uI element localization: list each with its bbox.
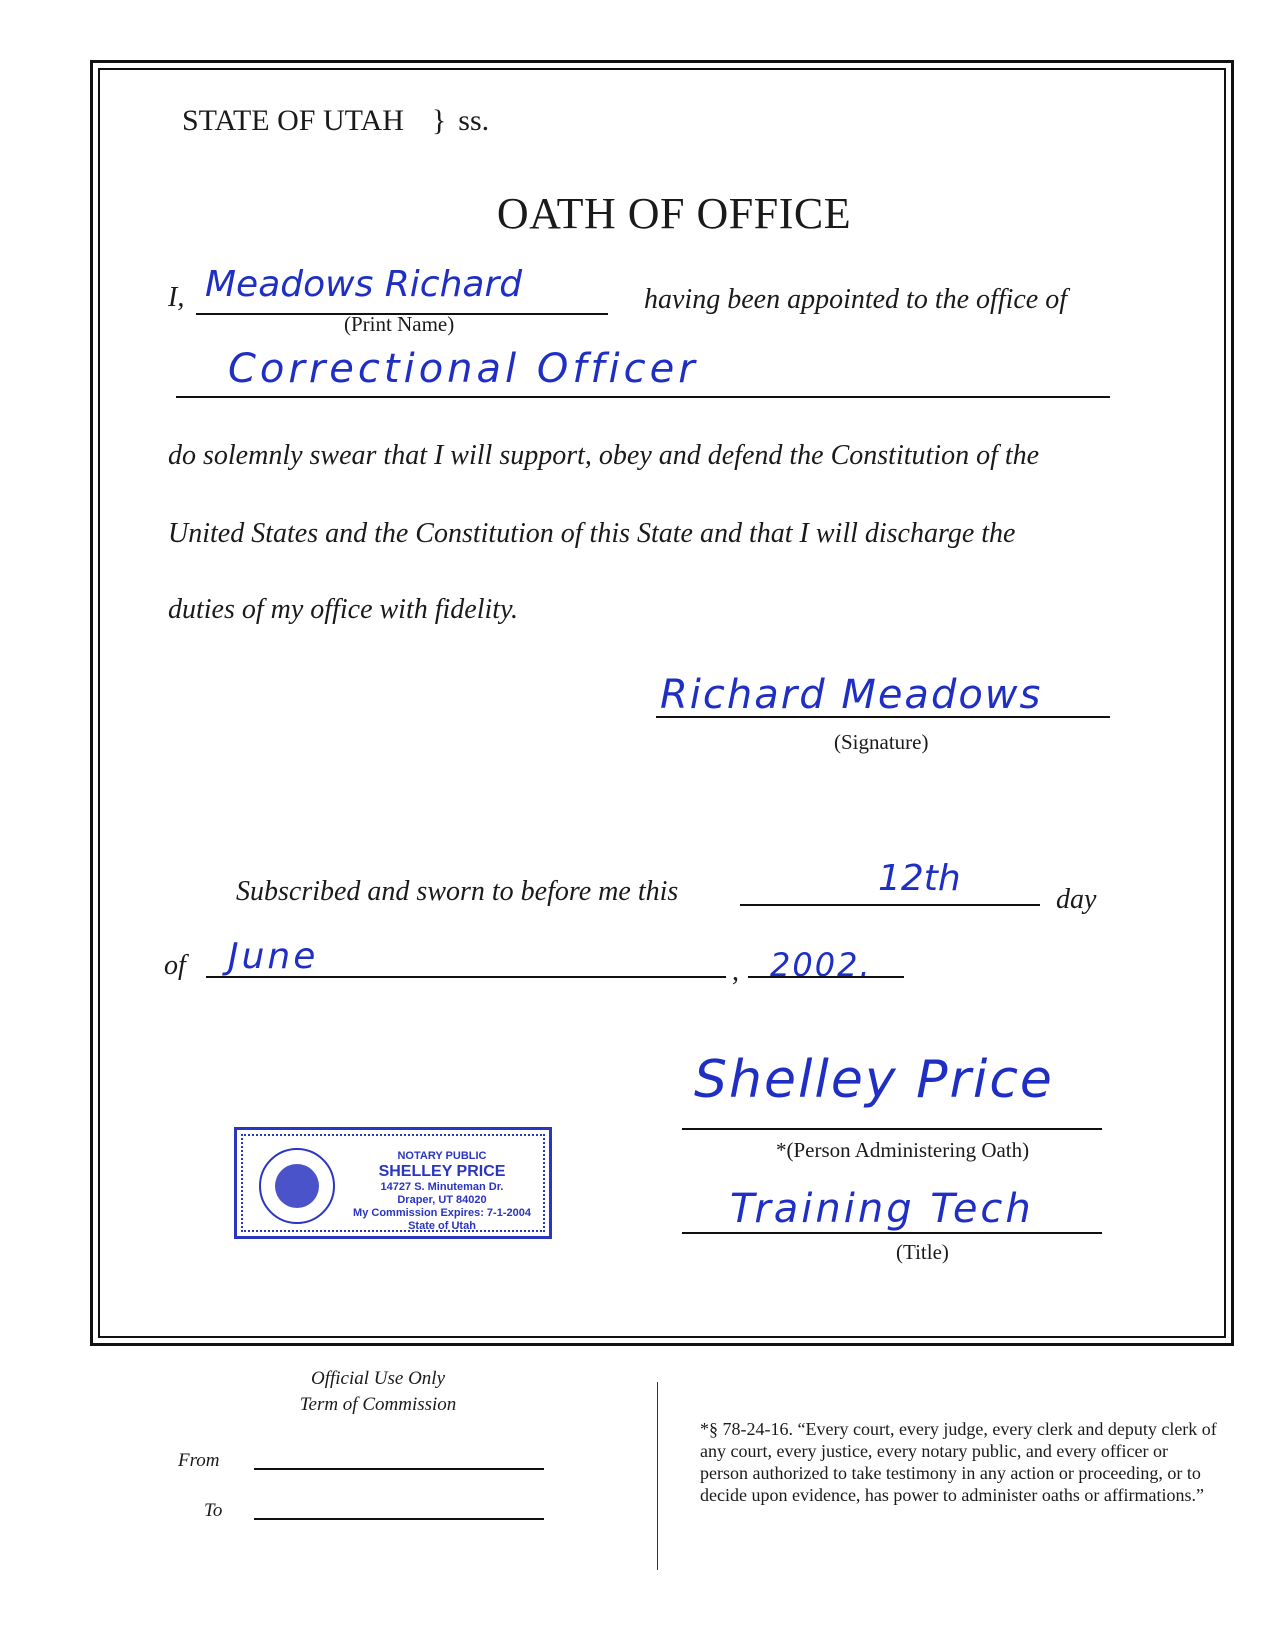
administrator-caption: *(Person Administering Oath) — [776, 1138, 1030, 1162]
administrator-title-value: Training Tech — [730, 1186, 1034, 1232]
i-prefix: I, — [168, 282, 185, 313]
brace: } — [431, 104, 447, 137]
document-title: OATH OF OFFICE — [496, 189, 852, 238]
notary-stamp-line1: NOTARY PUBLIC — [397, 1150, 487, 1162]
notary-stamp-text — [347, 1150, 537, 1233]
day-value: 12th — [878, 858, 961, 899]
year-line — [748, 976, 904, 978]
office-value: Correctional Officer — [228, 346, 699, 392]
from-label: From — [178, 1450, 220, 1471]
title-line — [682, 1232, 1102, 1234]
day-line — [740, 904, 1040, 906]
notary-stamp-address1: 14727 S. Minuteman Dr. — [380, 1181, 504, 1193]
date-comma: , — [732, 956, 739, 987]
term-of-commission-heading: Term of Commission — [299, 1394, 457, 1415]
ss-label: ss. — [458, 104, 490, 137]
official-use-heading: Official Use Only — [310, 1368, 446, 1389]
statute-note: *§ 78-24-16. “Every court, every judge, every clerk and deputy clerk of any court, every justice, every notary public, and every officer or person authorized to take testimony in any action or proceeding, or to decide upon evidence, has power to administer oaths or affirmations.” — [700, 1419, 1217, 1505]
administrator-signature-line — [682, 1128, 1102, 1130]
state-heading — [182, 104, 489, 138]
day-label: day — [1056, 884, 1097, 915]
month-line — [206, 976, 726, 978]
state-name: STATE OF UTAH — [182, 104, 404, 137]
notary-stamp — [234, 1127, 552, 1239]
print-name-value: Meadows Richard — [205, 264, 523, 305]
notary-stamp-commission: My Commission Expires: 7-1-2004 — [353, 1207, 531, 1219]
oath-body-line-3: duties of my office with fidelity. — [168, 594, 518, 625]
year-value: 2002. — [770, 946, 872, 984]
from-line[interactable] — [254, 1468, 544, 1470]
to-line[interactable] — [254, 1518, 544, 1520]
administrator-signature: Shelley Price — [694, 1050, 1054, 1110]
oath-taker-signature: Richard Meadows — [660, 672, 1043, 718]
state-seal-icon — [259, 1148, 335, 1224]
month-value: June — [228, 936, 319, 977]
signature-line — [656, 716, 1110, 718]
subscribed-text: Subscribed and sworn to before me this — [236, 876, 679, 907]
appointed-text: having been appointed to the office of — [644, 284, 1068, 315]
oath-body-line-1: do solemnly swear that I will support, obey and defend the Constitution of the — [168, 440, 1040, 471]
notary-stamp-address2: Draper, UT 84020 — [397, 1194, 487, 1206]
footer-divider — [657, 1382, 658, 1570]
of-label: of — [164, 950, 186, 981]
to-label: To — [204, 1500, 223, 1521]
notary-stamp-name: SHELLEY PRICE — [378, 1163, 506, 1180]
notary-stamp-state: State of Utah — [408, 1220, 476, 1232]
title-caption: (Title) — [896, 1240, 949, 1264]
office-line — [176, 396, 1110, 398]
print-name-caption: (Print Name) — [344, 312, 455, 336]
oath-body-line-2: United States and the Constitution of this State and that I will discharge the — [168, 518, 1016, 549]
signature-caption: (Signature) — [834, 730, 929, 754]
